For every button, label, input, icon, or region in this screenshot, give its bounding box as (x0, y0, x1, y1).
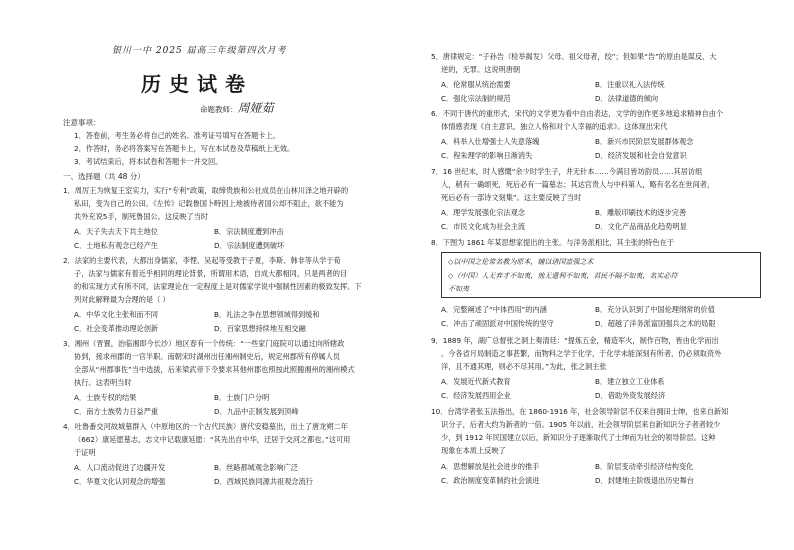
option-c[interactable]: C．社会变革推动理论创新 (74, 324, 159, 333)
option-a[interactable]: A．完整阐述了“中体西用”的内涵 (441, 305, 547, 314)
question-line: 逆的，无罪。这说明唐朝 (441, 65, 521, 74)
question-line: 于证明 (74, 448, 96, 457)
option-a[interactable]: A．发展近代新式教育 (441, 377, 511, 386)
question-line: 。今各省月局制造之事甚繁，而物料之学于化学，于化学未能深刻有所者，仍必须取资外 (441, 349, 722, 358)
question-line: 协到，接求州郡的一官半职。南朝宋时湖州出任湘州制史后，规定州郡所有停属人员 (74, 352, 340, 361)
option-b[interactable]: B．礼法之争在思想领域得到缓和 (214, 310, 320, 319)
question-line: 洋，且不通其理，则必不尽其用。”为此，张之洞主张 (441, 362, 607, 371)
question-line: 10．台湾学者张玉法指出，在 1860-1916 年，社会领导阶层不仅来自拥田士绅，也来自新知 (431, 407, 729, 416)
question-line: 2．法家的主要代表，大都出身儒家，李悝、吴起等受教于子夏，李斯、韩非等从学于荀 (63, 256, 341, 265)
question-line: 的和实现方式有所不同，法家理论在一定程度上是对儒家学说中强制性因素的极致发挥。下 (74, 282, 362, 291)
question-line: 4．吐鲁番交河故城墓群入（中原地区的一个古代民族）唐代安稳墓出，出土了唐龙朔二年 (63, 422, 348, 431)
option-c[interactable]: C．冲击了顽固派对中国传统的坚守 (441, 319, 554, 328)
option-b[interactable]: B．宗法制度遭到冲击 (214, 227, 284, 236)
question-line: 识分子，后者大约为新者的一倍。1905 年以前，社会领导阶层来自新知识分子者者较少 (441, 420, 721, 429)
option-d[interactable]: D．文化产品商品化趋势明显 (595, 222, 687, 231)
page-title: 历史试卷 (141, 72, 253, 96)
option-b[interactable]: B．充分认识到了中国伦理纲常的价值 (595, 305, 715, 314)
school-line: 银川一中 2025 届高三年级第四次月考 (112, 46, 287, 56)
question-line: 子，法家与儒家有着近乎相同的理论背景，所谓用术语，自成大都相同，只是两者的目 (74, 269, 348, 278)
question-line: 私田，变为自己的公田。《左传》记载鲁国卜畤因上地被侍者国公却不阻止，欲不能为 (74, 199, 344, 208)
author-name: 周娅茹 (237, 101, 274, 115)
author-line (200, 101, 274, 117)
option-c[interactable]: C．程朱理学的影响日渐消失 (441, 151, 533, 160)
option-d[interactable]: D．九品中正制发展到顶峰 (214, 407, 299, 416)
option-a[interactable]: A．思想解放是社会进步的推手 (441, 462, 540, 471)
question-line: 现象在本质上反映了 (441, 446, 506, 455)
option-d[interactable]: D．西域民族同源共祖观念流行 (214, 477, 313, 486)
option-c[interactable]: C．华夏文化认同观念的增强 (74, 477, 166, 486)
option-d[interactable]: D．经济发展和社会自觉意识 (595, 151, 687, 160)
question-line: 6．不同于唐代的重形式，宋代的文学更为看中自由表达，文学的创作更多地追求精神自由个 (431, 109, 724, 118)
option-d[interactable]: D．封建地主阶级退出历史舞台 (595, 476, 694, 485)
section-heading: 一、选择题（共 48 分） (63, 172, 145, 181)
question-line: 5．唐律规定：“子孙告（检举揭发）父母、祖父母者，绞”；但如果“告”的原由是谋反、大 (431, 52, 717, 61)
option-d[interactable]: D．法律道德的倾向 (595, 94, 659, 103)
option-c[interactable]: C．强化宗法制的规范 (441, 94, 511, 103)
question-line: 体情感表现《自主意识、独立人格和对个人幸福的追求》。这体现出宋代 (441, 122, 668, 131)
question-line: 3．湘州（晋置，治临湘即今长沙）地区春有一个传统：“一些家门庭院可以通过向所辖政 (63, 339, 345, 348)
quote-box (441, 252, 761, 298)
option-b[interactable]: B．建立独立工业体系 (595, 377, 665, 386)
question-line: 8．下图为 1861 年某思想家提出的主张。与洋务派相比，其主张的特色在于 (431, 238, 675, 247)
question-line: 列对此解释最为合理的是（ ） (74, 295, 170, 304)
question-line: 7．16 世纪末，时人感慨“余少时学生子，井无针本……今满目皆坊韵员……其居访组 (431, 167, 703, 176)
notice-item: 3．考试结束后，将本试卷和答题卡一并交回。 (74, 157, 223, 166)
question-line: 全部从“州郡事佐”当中选拔，后来梁武帝下令要求其他州郡也照按此照搬湘州的湘州模式 (74, 365, 355, 374)
option-a[interactable]: A．天子失去天下共主地位 (74, 227, 158, 236)
question-line: 9．1889 年，湖广总督张之洞上奏清廷：“提炼五金，精造军火，制作百物，皆由化学而出 (431, 336, 719, 345)
option-c[interactable]: C．市民文化成为社会主流 (441, 222, 526, 231)
option-d[interactable]: D．百家思想持续地互相交融 (214, 324, 306, 333)
option-b[interactable]: B．注重以礼入法传统 (595, 80, 665, 89)
author-label: 命题教师： (200, 105, 238, 114)
option-b[interactable]: B．士族门户分明 (214, 393, 270, 402)
option-c[interactable]: C．经济发展西用企业 (441, 391, 511, 400)
question-line: 死后必有一部诗文刻集”。这主要反映了当时 (441, 193, 582, 202)
question-line: 少，到 1912 年民国建立以后，新知识分子逐渐取代了士绅而为社会的领导阶层。这种 (441, 433, 716, 442)
option-c[interactable]: C．南方士族势力日益严重 (74, 407, 159, 416)
option-d[interactable]: D．超越了洋务派富国强兵之术的局限 (595, 319, 716, 328)
question-line: 执行。这表明当时 (74, 378, 132, 387)
option-a[interactable]: A．科举入仕增强士人失意落魄 (441, 137, 540, 146)
notice-item: 1．答卷前，考生务必将自己的姓名、准考证号填写在答题卡上。 (74, 131, 280, 140)
option-a[interactable]: A．人口流动促进了边疆开发 (74, 463, 166, 472)
option-d[interactable]: D．宗法制度遭到破坏 (214, 241, 285, 250)
option-a[interactable]: A．伦常服从统治需要 (441, 80, 511, 89)
question-line: （662）康延愿墓志，志文中记载康延愿：“其先出自中华，迁居于交河之都也。”这可用 (74, 435, 351, 444)
option-b[interactable]: B．新兴市民阶层发展群体观念 (595, 137, 694, 146)
question-line: 人，稍有一确颂死，死后必有一篇墓志；其达官贵人与中科第人，略有名名在世间者， (441, 180, 715, 189)
option-a[interactable]: A．中华文化主张和而不同 (74, 310, 158, 319)
option-c[interactable]: C．土地私有观念已经产生 (74, 241, 159, 250)
notice-item: 2．作答时，务必将答案写在答题卡上，写在本试卷及草稿纸上无效。 (74, 144, 295, 153)
quote-line: ◇以中国之伦常名教为原本，辅以诸国富强之术 (448, 258, 594, 266)
option-a[interactable]: A．理学发展强化宗法观念 (441, 208, 525, 217)
question-line: 共外充说5手，制死鲁国公。这反映了当时 (74, 212, 208, 221)
option-b[interactable]: B．雕版印刷技术的逐步完善 (595, 208, 687, 217)
question-line: 1．周厉王为恢复王室实力，实行“专利”政策，取缔贵族和公社成员在山林川泽之地开辟的 (63, 186, 349, 195)
option-b[interactable]: B．阶层变动牵引经济结构变化 (595, 462, 694, 471)
option-a[interactable]: A．士族专权的结果 (74, 393, 137, 402)
quote-line: ◇（中国）人无弃才不如夷，地无遗利不如夷，君民不隔不如夷，名实必符 (448, 272, 678, 280)
quote-line: 不如夷 (448, 285, 469, 293)
option-d[interactable]: D．借助外资发展经济 (595, 391, 666, 400)
option-b[interactable]: B．丝路都城观念影响广泛 (214, 463, 298, 472)
notice-heading: 注意事项： (63, 118, 101, 127)
right-column (397, 0, 794, 550)
option-c[interactable]: C．政治制度变革制约社会演进 (441, 476, 540, 485)
